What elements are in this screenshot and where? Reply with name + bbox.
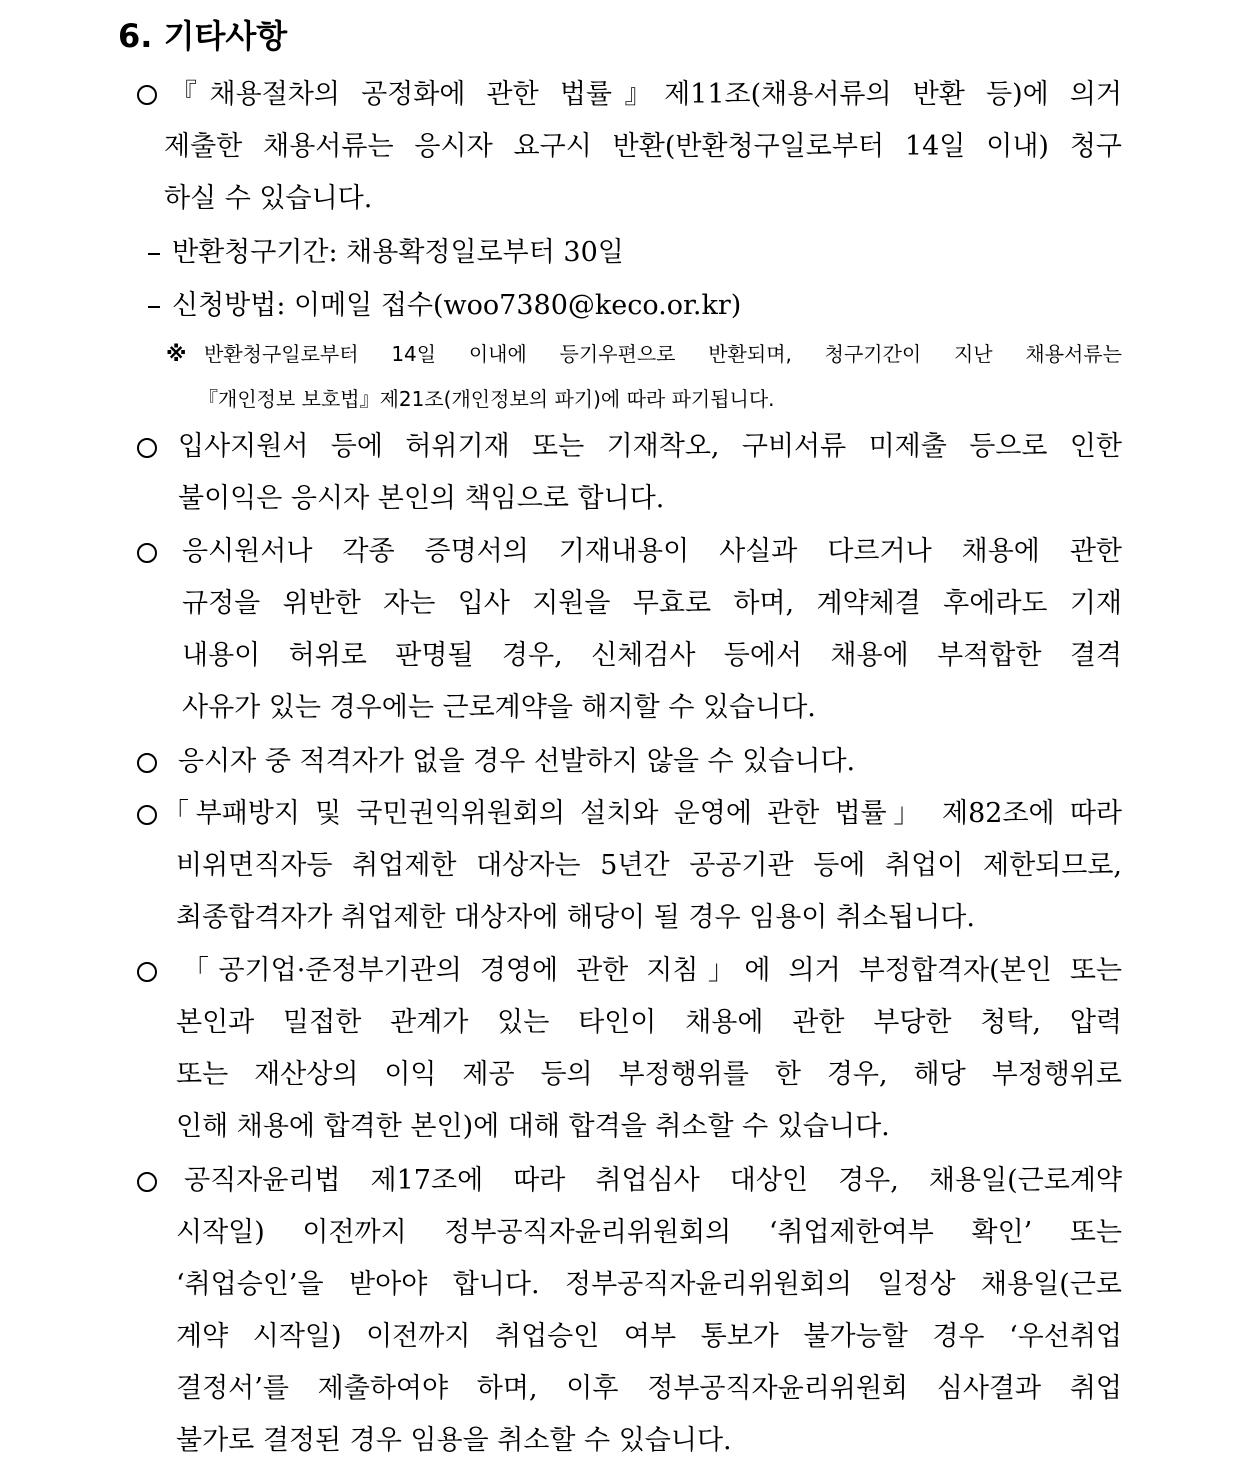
item-line: 「부패방지 및 국민권익위원회의 설치와 운영에 관한 법률」 제82조에 따라 — [162, 798, 1122, 829]
item-line: 결정서’를 제출하여야 하며, 이후 정부공직자윤리위원회 심사결과 취업 — [176, 1373, 1122, 1404]
item-line: 규정을 위반한 자는 입사 지원을 무효로 하며, 계약체결 후에라도 기재 — [182, 588, 1122, 619]
item-line: 응시원서나 각종 증명서의 기재내용이 사실과 다르거나 채용에 관한 — [182, 536, 1122, 567]
item-line: 공직자윤리법 제17조에 따라 취업심사 대상인 경우, 채용일(근로계약 — [184, 1165, 1122, 1196]
item-line: 입사지원서 등에 허위기재 또는 기재착오, 구비서류 미제출 등으로 인한 — [178, 431, 1122, 462]
item-line: 계약 시작일) 이전까지 취업승인 여부 통보가 불가능할 경우 ‘우선취업 — [176, 1321, 1122, 1352]
dash-icon — [148, 306, 160, 308]
item-line: 불이익은 응시자 본인의 책임으로 합니다. — [178, 483, 665, 514]
item-line: 최종합격자가 취업제한 대상자에 해당이 될 경우 임용이 취소됩니다. — [176, 902, 975, 933]
item-line: 인해 채용에 합격한 본인)에 대해 합격을 취소할 수 있습니다. — [176, 1111, 890, 1142]
item-line: 내용이 허위로 판명될 경우, 신체검사 등에서 채용에 부적합한 결격 — [182, 640, 1122, 671]
circle-bullet-icon — [137, 962, 157, 982]
item-line: 『채용절차의 공정화에 관한 법률』제11조(채용서류의 반환 등)에 의거 — [170, 79, 1122, 110]
item-line: ‘취업승인’을 받아야 합니다. 정부공직자윤리위원회의 일정상 채용일(근로 — [176, 1269, 1122, 1300]
item-line: 또는 재산상의 이익 제공 등의 부정행위를 한 경우, 해당 부정행위로 — [176, 1059, 1122, 1090]
circle-bullet-icon — [137, 543, 157, 563]
item-line: 불가로 결정된 경우 임용을 취소할 수 있습니다. — [176, 1425, 732, 1456]
circle-bullet-icon — [137, 805, 157, 825]
item-line: 제출한 채용서류는 응시자 요구시 반환(반환청구일로부터 14일 이내) 청구 — [164, 131, 1122, 162]
note-line: 『개인정보 보호법』제21조(개인정보의 파기)에 따라 파기됩니다. — [198, 387, 775, 411]
item-line: 비위면직자등 취업제한 대상자는 5년간 공공기관 등에 취업이 제한되므로, — [176, 850, 1122, 881]
item-line: 시작일) 이전까지 정부공직자윤리위원회의 ‘취업제한여부 확인’ 또는 — [176, 1217, 1122, 1248]
item-line: 「공기업·준정부기관의 경영에 관한 지침」에 의거 부정합격자(본인 또는 — [182, 955, 1122, 986]
item-line: 하실 수 있습니다. — [164, 183, 373, 214]
section-heading: 6. 기타사항 — [118, 17, 288, 55]
circle-bullet-icon — [137, 753, 157, 773]
note-line: 반환청구일로부터 14일 이내에 등기우편으로 반환되며, 청구기간이 지난 채용서류는 — [204, 342, 1122, 366]
apply-method-text: 신청방법: 이메일 접수(woo7380@keco.or.kr) — [172, 290, 742, 321]
dash-icon — [148, 253, 160, 255]
circle-bullet-icon — [137, 438, 157, 458]
circle-bullet-icon — [137, 1172, 157, 1192]
circle-bullet-icon — [137, 85, 157, 105]
item-line: 본인과 밀접한 관계가 있는 타인이 채용에 관한 부당한 청탁, 압력 — [176, 1007, 1122, 1038]
reference-mark-icon: ※ — [166, 342, 187, 366]
item-line: 사유가 있는 경우에는 근로계약을 해지할 수 있습니다. — [182, 692, 816, 723]
item-line: 응시자 중 적격자가 없을 경우 선발하지 않을 수 있습니다. — [178, 746, 856, 777]
return-period-text: 반환청구기간: 채용확정일로부터 30일 — [172, 237, 624, 268]
